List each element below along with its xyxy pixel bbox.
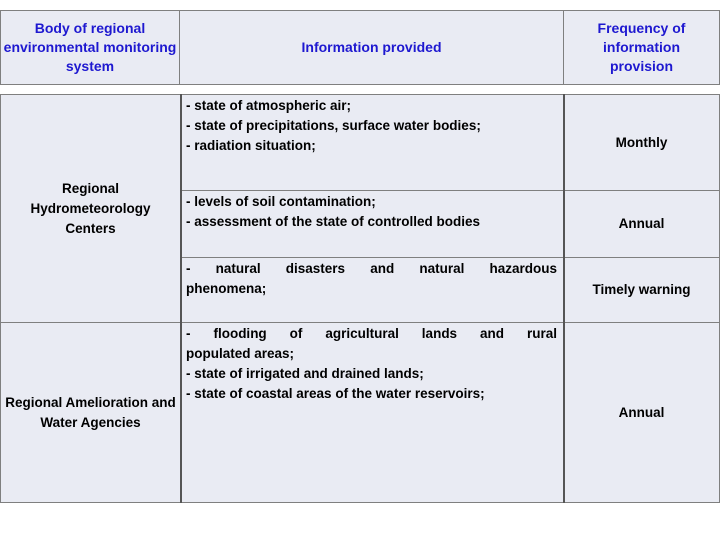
frequency-value: Annual (618, 404, 665, 420)
info-line: - flooding of agricultural lands and rural (186, 326, 557, 341)
frequency-value: Timely warning (592, 282, 691, 297)
info-line: - state of irrigated and drained lands; (186, 366, 424, 381)
body-name: Regional Amelioration and Water Agencies (5, 394, 176, 430)
header-body-column (0, 10, 180, 85)
header-body-label: Body of regional environmental monitoring system (3, 20, 177, 74)
info-line: - natural disasters and natural hazardous (186, 261, 557, 276)
header-frequency-label: Frequency of information provision (597, 20, 686, 74)
frequency-cell (563, 322, 720, 503)
frequency-cell (563, 190, 720, 258)
column-divider (180, 94, 182, 503)
body-cell-hydrometeorology (0, 94, 181, 323)
frequency-cell (563, 257, 720, 323)
info-cell (180, 190, 564, 258)
table-header (0, 10, 720, 85)
body-name: Regional Hydrometeorology Centers (30, 180, 151, 236)
body-cell-amelioration (0, 322, 181, 503)
info-line: - state of atmospheric air; (186, 98, 352, 113)
header-info-column (179, 10, 564, 85)
info-cell (180, 257, 564, 323)
frequency-value: Monthly (615, 134, 668, 150)
info-line: populated areas; (186, 346, 295, 361)
header-frequency-column (563, 10, 720, 85)
info-cell (180, 94, 564, 191)
frequency-value: Annual (618, 216, 665, 231)
info-line: - state of precipitations, surface water bodies; (186, 118, 481, 133)
column-divider (563, 94, 565, 503)
info-line: phenomena; (186, 281, 267, 296)
info-cell (180, 322, 564, 503)
info-line: - state of coastal areas of the water reservoirs; (186, 386, 485, 401)
info-line: - radiation situation; (186, 138, 316, 153)
header-info-label: Information provided (301, 39, 442, 55)
info-line: - levels of soil contamination; (186, 194, 376, 209)
table-body (0, 94, 720, 503)
info-line: - assessment of the state of controlled bodies (186, 214, 481, 229)
frequency-cell (563, 94, 720, 191)
